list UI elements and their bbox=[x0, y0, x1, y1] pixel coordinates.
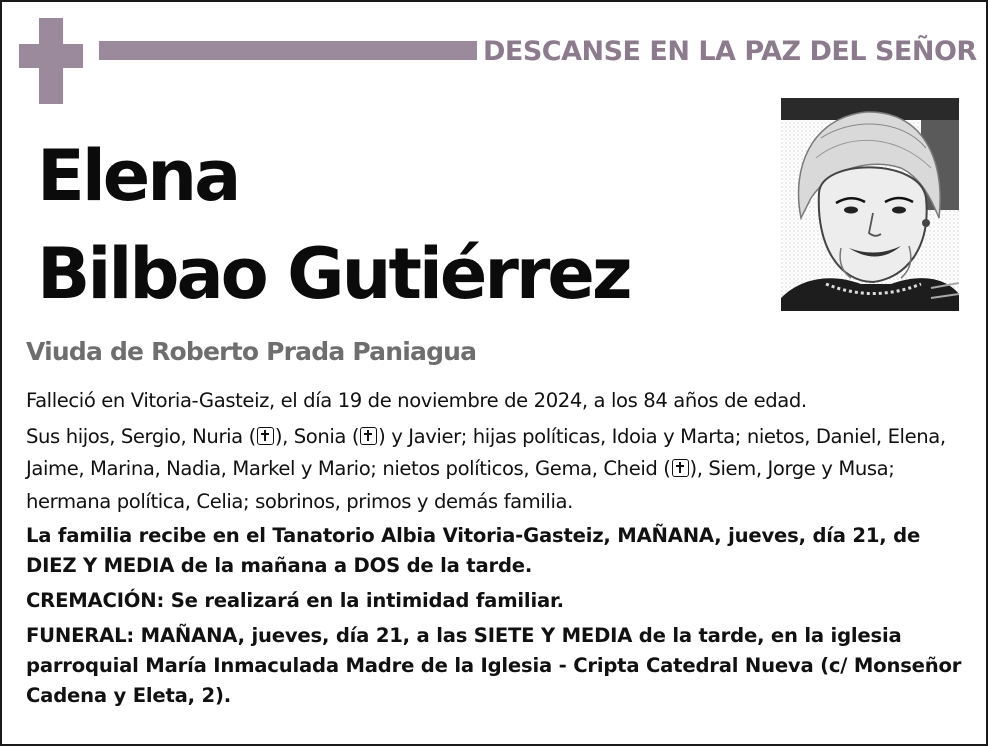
death-paragraph: Falleció en Vitoria-Gasteiz, el día 19 de noviembre de 2024, a los 84 años de edad. bbox=[26, 389, 807, 412]
family-text-part: ), Sonia ( bbox=[274, 424, 360, 448]
portrait-image bbox=[781, 98, 959, 311]
portrait-photo bbox=[781, 98, 959, 311]
family-paragraph bbox=[26, 421, 971, 519]
family-text-part: Sus hijos, Sergio, Nuria ( bbox=[26, 424, 256, 448]
deceased-subtitle: Viuda de Roberto Prada Paniagua bbox=[26, 337, 477, 366]
cross-horizontal-bar bbox=[19, 44, 83, 68]
funeral-paragraph: FUNERAL: MAÑANA, jueves, día 21, a las SIETE Y MEDIA de la tarde, en la iglesia parroquial María Inmaculada Madre de la Iglesia - Cripta Catedral Nueva (c/ Monseñor Cadena y Eleta, 2). bbox=[26, 624, 962, 707]
cremation-paragraph: CREMACIÓN: Se realizará en la intimidad familiar. bbox=[26, 589, 564, 612]
wake-paragraph: La familia recibe en el Tanatorio Albia Vitoria-Gasteiz, MAÑANA, jueves, día 21, de DIEZ Y MEDIA de la mañana a DOS de la tarde. bbox=[26, 524, 921, 577]
deceased-surnames: Bilbao Gutiérrez bbox=[37, 233, 630, 315]
deceased-cross-icon bbox=[360, 427, 377, 445]
family-text-part: ), Siem, Jorge y Musa; hermana política, Celia; sobrinos, primos y demás familia. bbox=[26, 457, 895, 513]
family-text-part: ) y Javier; hijas políticas, Idoia y Marta; nietos, Daniel, Elena, Jaime, Marina, Nadia, Markel y Mario; nietos políticos, Gema, Cheid ( bbox=[26, 424, 946, 480]
deceased-first-name: Elena bbox=[37, 135, 239, 217]
header-title: DESCANSE EN LA PAZ DEL SEÑOR bbox=[483, 36, 977, 67]
deceased-cross-icon bbox=[672, 459, 689, 477]
notice-body bbox=[26, 385, 971, 716]
latin-cross-icon bbox=[19, 18, 83, 104]
header-rule bbox=[99, 41, 477, 60]
deceased-cross-icon bbox=[257, 427, 274, 445]
